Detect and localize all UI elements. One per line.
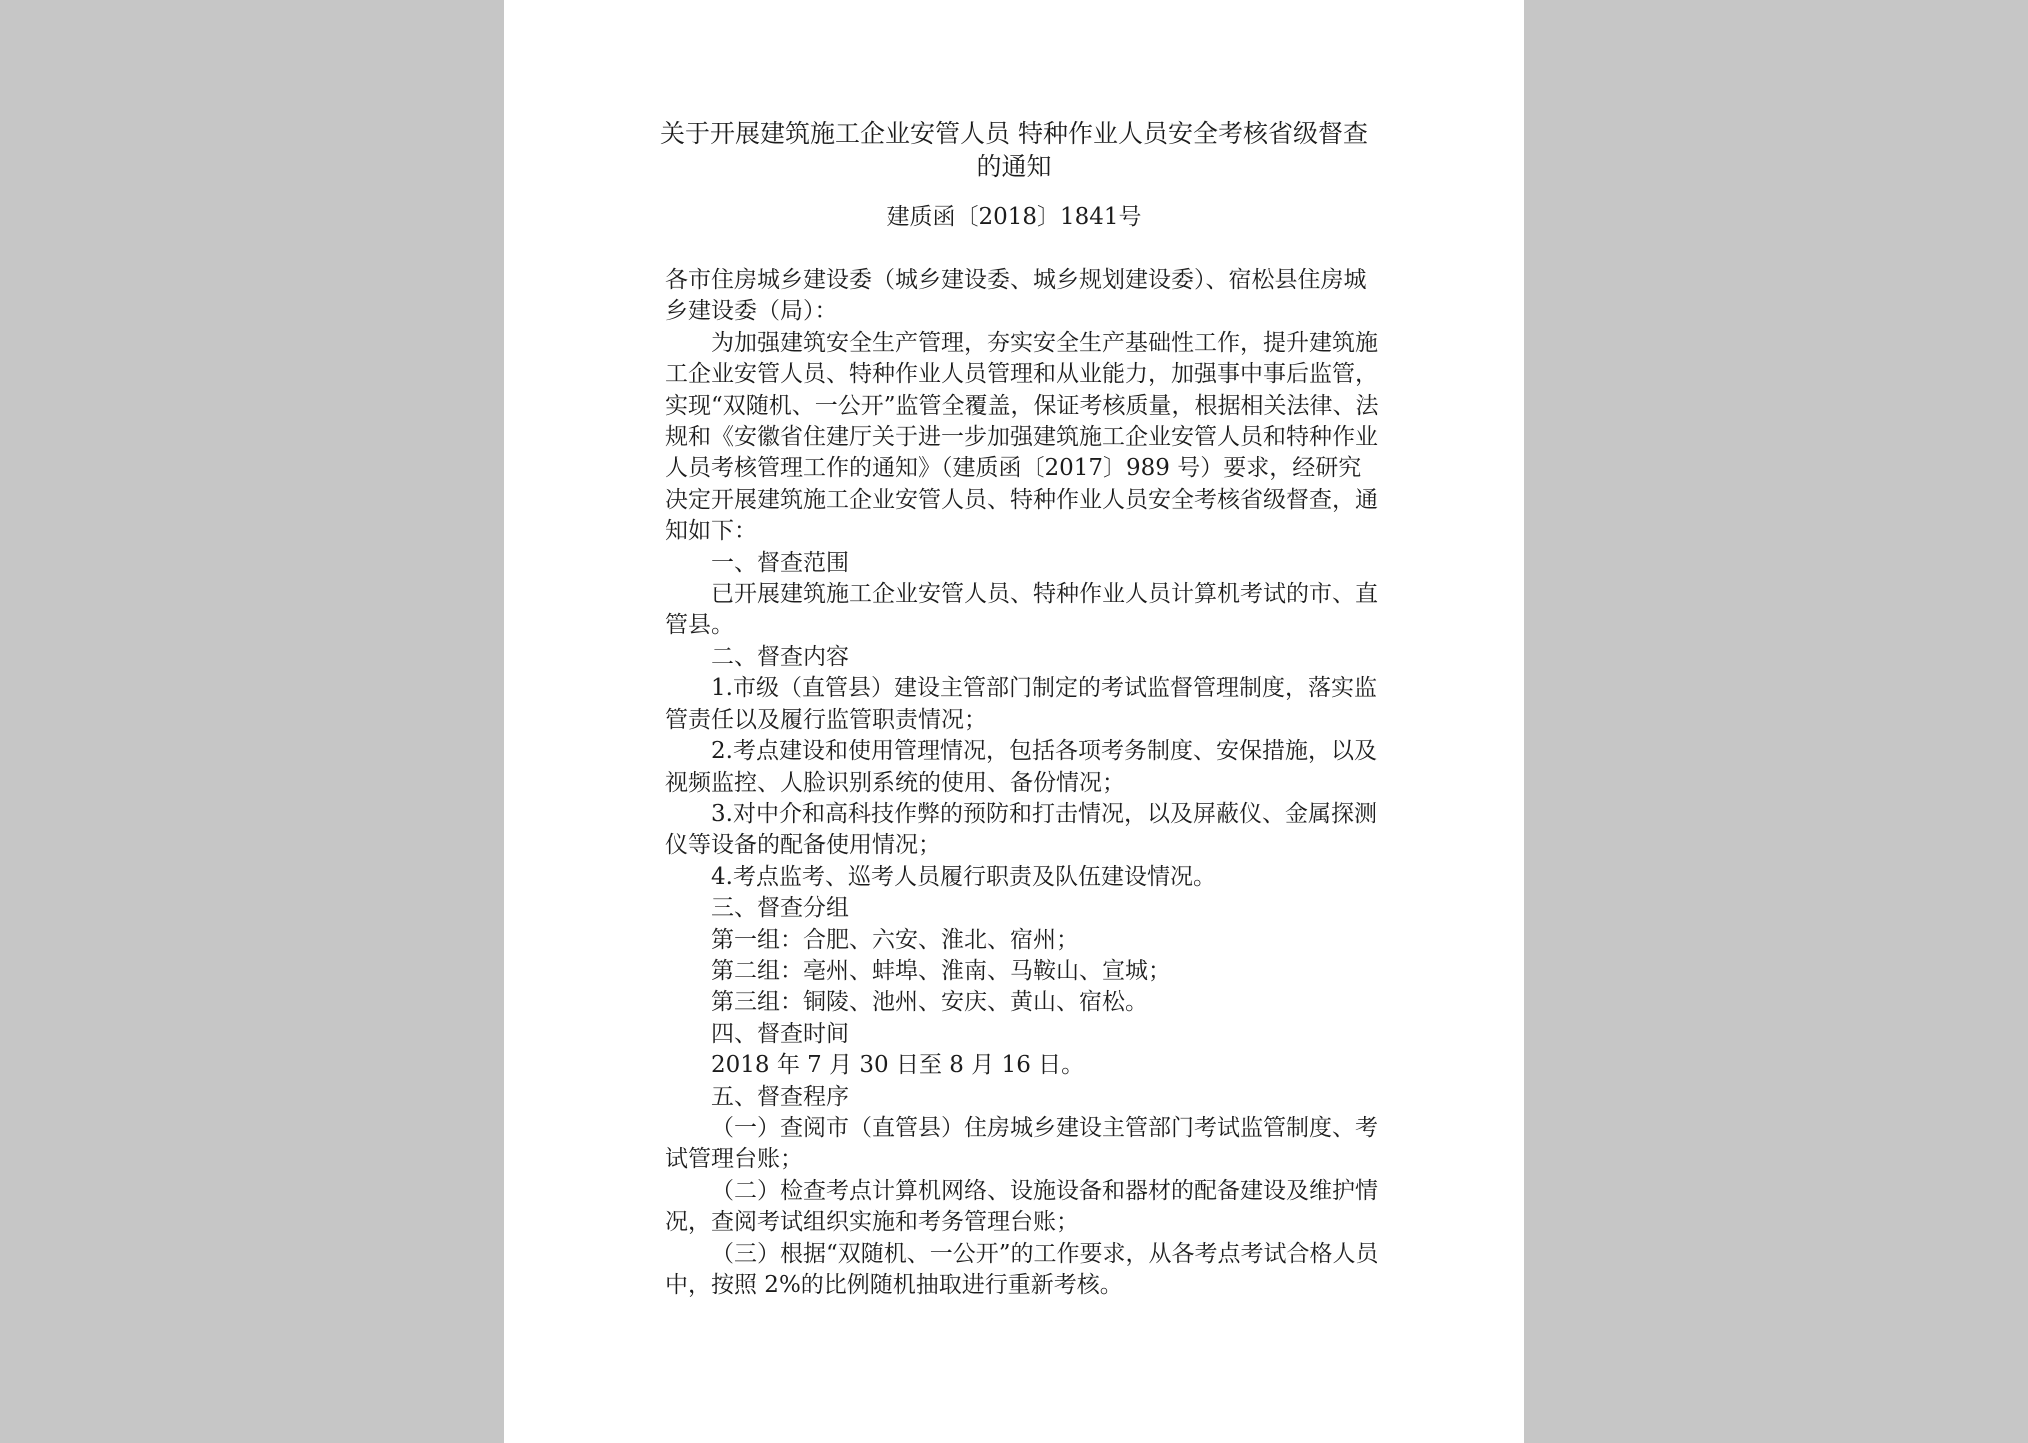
section-text: 已开展建筑施工企业安管人员、特种作业人员计算机考试的市、直管县。 xyxy=(665,581,1378,639)
section-heading: 二、督查内容 xyxy=(711,643,849,670)
section-heading: 一、督查范围 xyxy=(711,549,849,576)
list-item: （三）根据“双随机、一公开”的工作要求，从各考点考试合格人员中，按照 2%的比例随机抽取进行重新考核。 xyxy=(665,1240,1379,1298)
title-line-2: 的通知 xyxy=(976,152,1052,181)
group-item: 第一组：合肥、六安、淮北、宿州； xyxy=(711,926,1079,953)
title-line-1: 关于开展建筑施工企业安管人员 特种作业人员安全考核省级督查 xyxy=(660,119,1368,148)
intro-paragraph: 为加强建筑安全生产管理，夯实安全生产基础性工作，提升建筑施工企业安管人员、特种作业人员管理和从业能力，加强事中事后监管，实现“双随机、一公开”监管全覆盖，保证考核质量，根据相关法律、法规和《安徽省住建厅关于进一步加强建筑施工企业安管人员和特种作业人员考核管理工作的通知》（建质函〔2017〕989 号）要求，经研究决定开展建筑施工企业安管人员、特种作业人员安全考核省级督查，通知如下： xyxy=(665,329,1379,545)
document-title xyxy=(504,117,1524,183)
list-item: 2.考点建设和使用管理情况，包括各项考务制度、安保措施，以及视频监控、人脸识别系统的使用、备份情况； xyxy=(665,738,1377,796)
section-heading: 五、督查程序 xyxy=(711,1083,849,1110)
addressee: 各市住房城乡建设委（城乡建设委、城乡规划建设委）、宿松县住房城乡建设委（局）： xyxy=(665,267,1367,325)
document-body xyxy=(665,265,1383,1301)
list-item: 3.对中介和高科技作弊的预防和打击情况，以及屏蔽仪、金属探测仪等设备的配备使用情况； xyxy=(665,800,1377,859)
list-item: 4.考点监考、巡考人员履行职责及队伍建设情况。 xyxy=(711,863,1216,890)
group-item: 第三组：铜陵、池州、安庆、黄山、宿松。 xyxy=(711,989,1148,1016)
section-heading: 三、督查分组 xyxy=(711,895,849,922)
document-number: 建质函〔2018〕1841号 xyxy=(886,204,1142,230)
list-item: 1.市级（直管县）建设主管部门制定的考试监督管理制度，落实监管责任以及履行监管职责情况； xyxy=(665,675,1377,733)
section-heading: 四、督查时间 xyxy=(711,1020,849,1047)
group-item: 第二组：亳州、蚌埠、淮南、马鞍山、宣城； xyxy=(711,957,1171,984)
document-page xyxy=(504,0,1524,1443)
list-item: （二）检查考点计算机网络、设施设备和器材的配备建设及维护情况，查阅考试组织实施和考务管理台账； xyxy=(665,1177,1378,1236)
section-text: 2018 年 7 月 30 日至 8 月 16 日。 xyxy=(711,1052,1085,1079)
list-item: （一）查阅市（直管县）住房城乡建设主管部门考试监管制度、考试管理台账； xyxy=(665,1114,1378,1173)
